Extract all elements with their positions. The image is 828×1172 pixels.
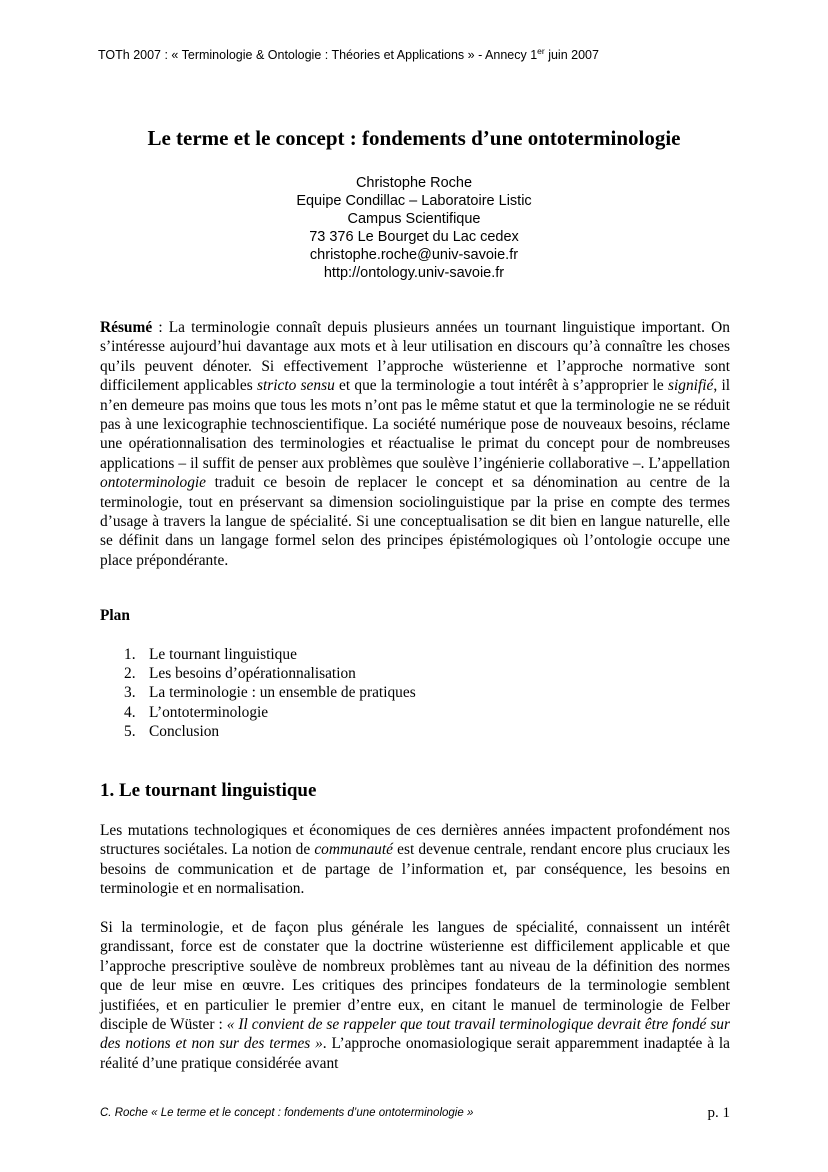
paragraph-1-italic: communauté (314, 841, 393, 859)
page-number: p. 1 (707, 1105, 730, 1121)
plan-item-label: L’ontoterminologie (149, 703, 269, 721)
running-header (98, 45, 738, 62)
plan-item-label: Conclusion (149, 722, 220, 740)
author-block (0, 174, 828, 282)
plan-item-number: 3. (124, 684, 136, 702)
abstract-text-3: , il n’en demeure pas moins que tous les mots n’ont pas le même statut et que la terminologie ne se réduit pas à une lexicographie technoscientifique. La société numérique pose de nouveaux besoins, réclame une opérationnalisation des terminologies et réactualise le primat du concept pour de nombreuses applications – il suffit de penser aux problèmes que soulève l’ingénierie collaborative –. L’appellation (100, 377, 731, 472)
plan-list (124, 645, 416, 741)
plan-item-number: 1. (124, 646, 136, 663)
plan-heading: Plan (100, 607, 130, 624)
abstract-text-2: et que la terminologie a tout intérêt à s’approprier le (334, 377, 669, 395)
plan-item-number: 4. (124, 703, 136, 721)
plan-item-number: 2. (124, 665, 136, 683)
plan-item (124, 722, 416, 741)
author-address: 73 376 Le Bourget du Lac cedex (309, 229, 519, 245)
abstract-label: Résumé (100, 319, 153, 336)
plan-item (124, 683, 416, 702)
plan-item-number: 5. (124, 722, 136, 740)
paper-title: Le terme et le concept : fondements d’une ontoterminologie (147, 126, 681, 150)
body-paragraph-1 (100, 821, 730, 899)
paragraph-2-quote: « Il convient de se rappeler que tout travail terminologique devrait être fondé sur des notions et non sur des termes » (100, 1016, 730, 1053)
running-header-superscript: er (537, 45, 545, 56)
plan-item-label: La terminologie : un ensemble de pratiques (149, 684, 416, 702)
author-email: christophe.roche@univ-savoie.fr (309, 247, 519, 263)
paragraph-2-text-1: Si la terminologie, et de façon plus générale les langues de spécialité, connaissent un intérêt grandissant, force est de constater que la doctrine wüsterienne est difficilement applicable et que l’approche prescriptive soulève de nombreux problèmes tant au niveau de la définition des normes que de leur mise en œuvre. Les critiques des principes fondateurs de la terminologie semblent justifiées, et en particulier le premier d’entre eux, en citant le manuel de terminologie de Felber disciple de Wüster : (100, 919, 730, 1034)
abstract-text-1: : La terminologie connaît depuis plusieurs années un tournant linguistique important. On s’intéresse aujourd’hui davantage aux mots et à leur utilisation en discours qu’à connaître les choses qu’ils peuvent dénoter. Si effectivement l’approche wüsterienne et l’approche normative sont difficilement applicables (100, 319, 730, 395)
author-affiliation: Equipe Condillac – Laboratoire Listic (296, 193, 532, 209)
plan-item (124, 664, 416, 683)
paragraph-2-text-2: . L’approche onomasiologique serait apparemment inadaptée à la réalité d’une pratique considérée avant (100, 1035, 730, 1072)
body-paragraph-2 (100, 918, 730, 1073)
author-name: Christophe Roche (355, 175, 473, 191)
author-website: http://ontology.univ-savoie.fr (323, 265, 505, 281)
abstract-italic-1: stricto sensu (256, 377, 335, 395)
footer-citation: C. Roche « Le terme et le concept : fondements d’une ontoterminologie » (100, 1107, 474, 1119)
plan-item-label: Les besoins d’opérationnalisation (149, 665, 356, 683)
abstract-italic-2: signifié (668, 377, 714, 395)
abstract-text-4: traduit ce besoin de replacer le concept et sa dénomination au centre de la terminologie, tout en préservant sa dimension sociolinguistique par la prise en compte des termes d’usage à travers la langue de spécialité. Si une conceptualisation se dit bien en langue naturelle, elle se définit dans un langage formel selon des principes épistémologiques où l’ontologie occupe une place prépondérante. (100, 474, 730, 569)
abstract-italic-3: ontoterminologie (100, 474, 207, 492)
running-header-text: TOTh 2007 : « Terminologie & Ontologie : Théories et Applications » - Annecy 1 (98, 48, 538, 62)
author-campus: Campus Scientifique (347, 211, 481, 227)
paragraph-1-text-2: est devenue centrale, rendant encore plus cruciaux les besoins de communication et de partage de l’information et, par conséquence, les besoins en terminologie et en normalisation. (100, 841, 730, 898)
plan-item-label: Le tournant linguistique (149, 646, 297, 663)
paragraph-1-text-1: Les mutations technologiques et économiques de ces dernières années impactent profondément nos structures sociétales. La notion de (100, 822, 730, 859)
section-heading: 1. Le tournant linguistique (100, 780, 317, 801)
abstract (100, 318, 730, 570)
plan-item (124, 703, 416, 722)
plan-item (124, 645, 416, 664)
running-header-date: juin 2007 (544, 48, 599, 62)
